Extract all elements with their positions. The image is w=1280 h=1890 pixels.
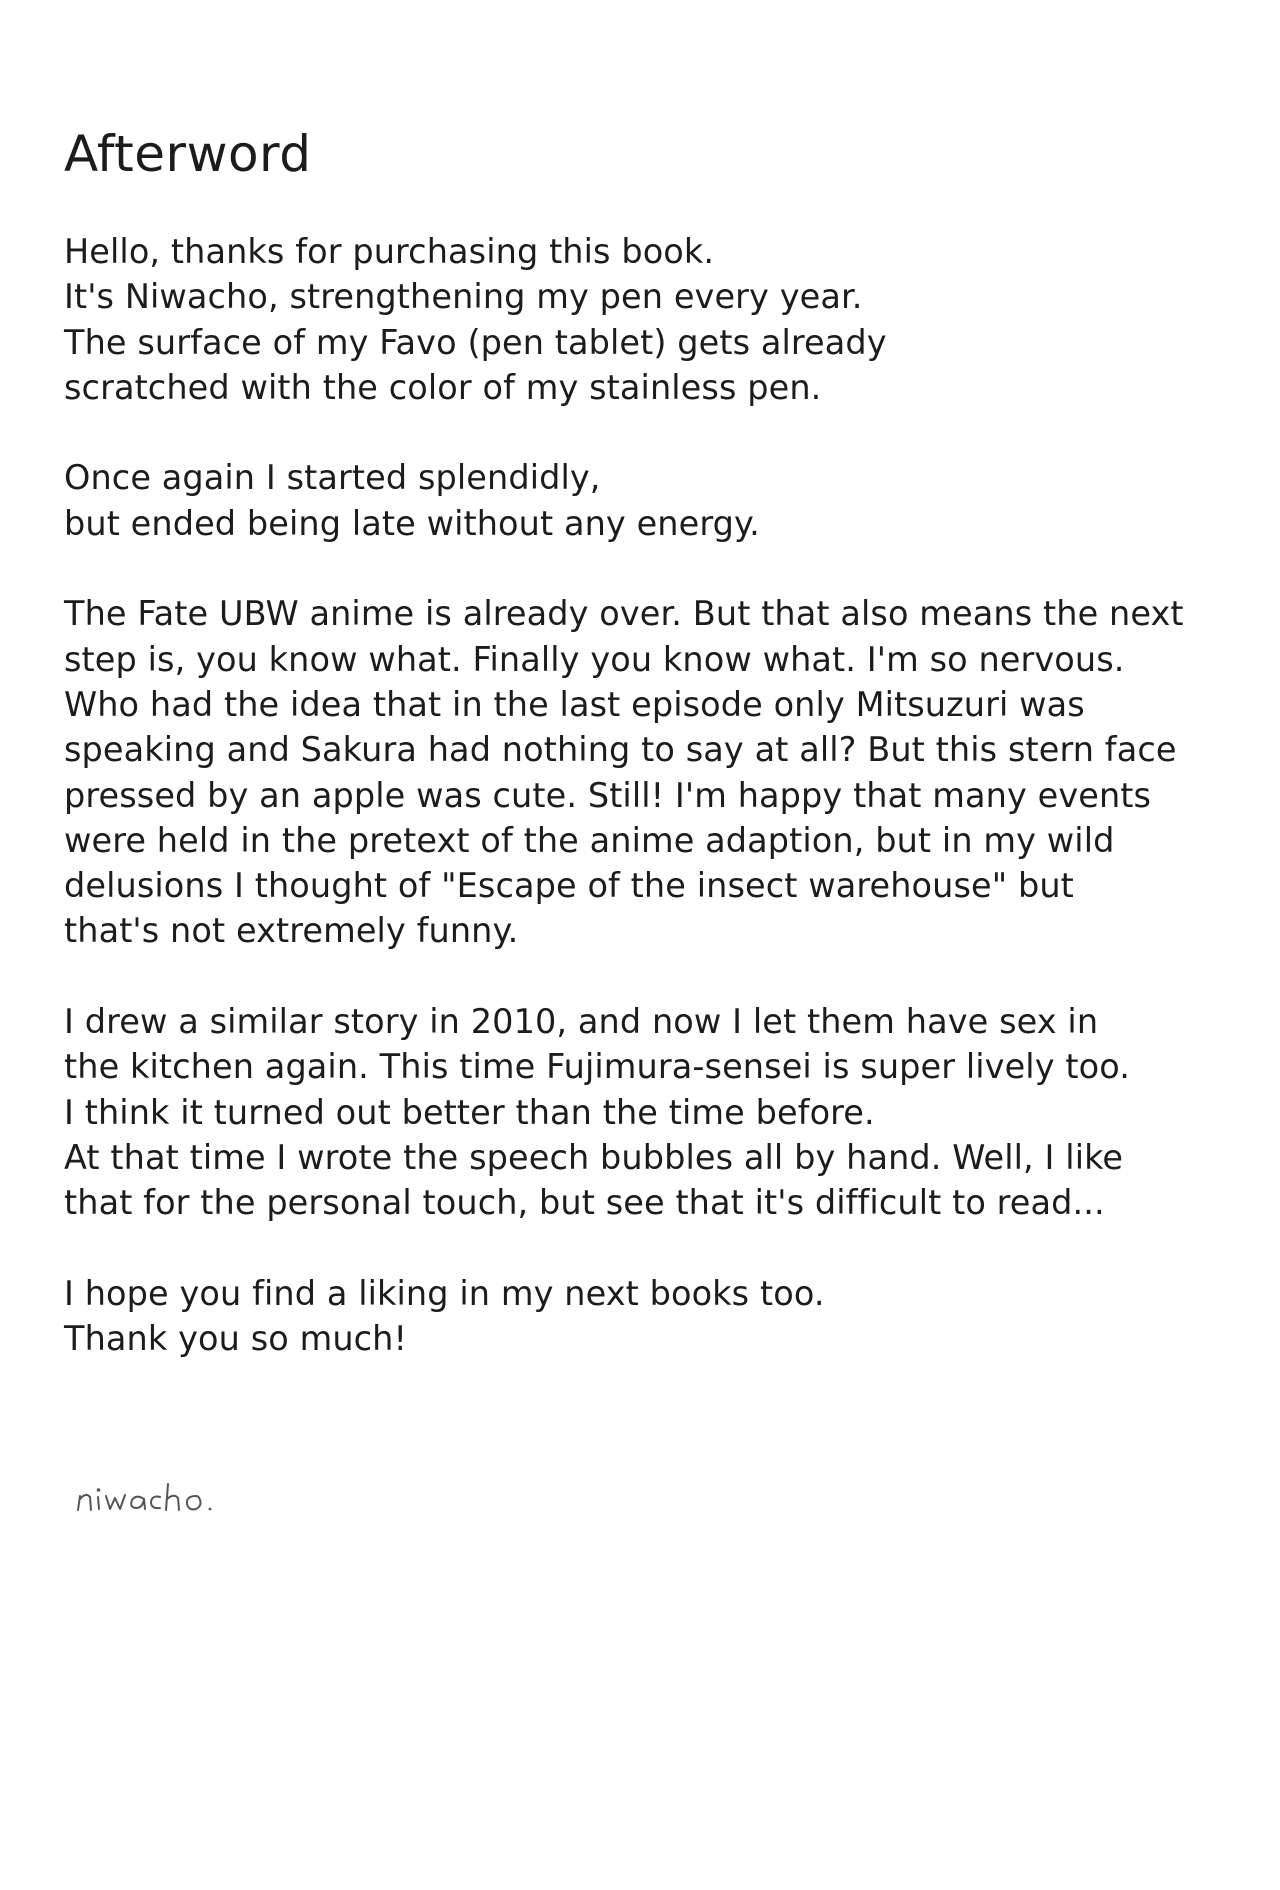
text-line: The Fate UBW anime is already over. But that also means the next (64, 594, 1184, 634)
signature-drawing (74, 1466, 264, 1526)
text-line: Once again I started splendidly, (64, 458, 601, 498)
text-line: that for the personal touch, but see that it's difficult to read... (64, 1183, 1105, 1223)
paragraph-gap (64, 1226, 1254, 1271)
text-line: Hello, thanks for purchasing this book. (64, 232, 715, 271)
text-line: The surface of my Favo (pen tablet) gets already (64, 322, 887, 362)
paragraph-gap (64, 954, 1254, 999)
text-line: scratched with the color of my stainless pen. (64, 367, 822, 407)
page-title: Afterword (64, 125, 312, 183)
text-line: I hope you find a liking in my next books too. (64, 1273, 825, 1313)
paragraph-gap (64, 546, 1254, 591)
text-line: delusions I thought of "Escape of the insect warehouse" but (64, 866, 1074, 906)
text-line: I think it turned out better than the time before. (64, 1092, 875, 1132)
text-line: that's not extremely funny. (64, 911, 519, 951)
text-line: It's Niwacho, strengthening my pen every year. (64, 277, 863, 317)
text-line: Thank you so much! (64, 1319, 408, 1359)
text-line: pressed by an apple was cute. Still! I'm happy that many events (64, 775, 1152, 815)
paragraph-gap (64, 410, 1254, 455)
handwritten-signature (74, 1466, 264, 1526)
afterword-body (64, 229, 1254, 1361)
text-line: Who had the idea that in the last episode only Mitsuzuri was (64, 684, 1085, 724)
text-line: were held in the pretext of the anime adaption, but in my wild (64, 820, 1115, 860)
text-line: but ended being late without any energy. (64, 503, 760, 543)
text-line: I drew a similar story in 2010, and now I let them have sex in (64, 1002, 1099, 1042)
text-line: the kitchen again. This time Fujimura-sensei is super lively too. (64, 1047, 1130, 1087)
text-line: At that time I wrote the speech bubbles all by hand. Well, I like (64, 1137, 1124, 1177)
text-line: speaking and Sakura had nothing to say at all? But this stern face (64, 730, 1177, 770)
text-line: step is, you know what. Finally you know what. I'm so nervous. (64, 639, 1125, 679)
